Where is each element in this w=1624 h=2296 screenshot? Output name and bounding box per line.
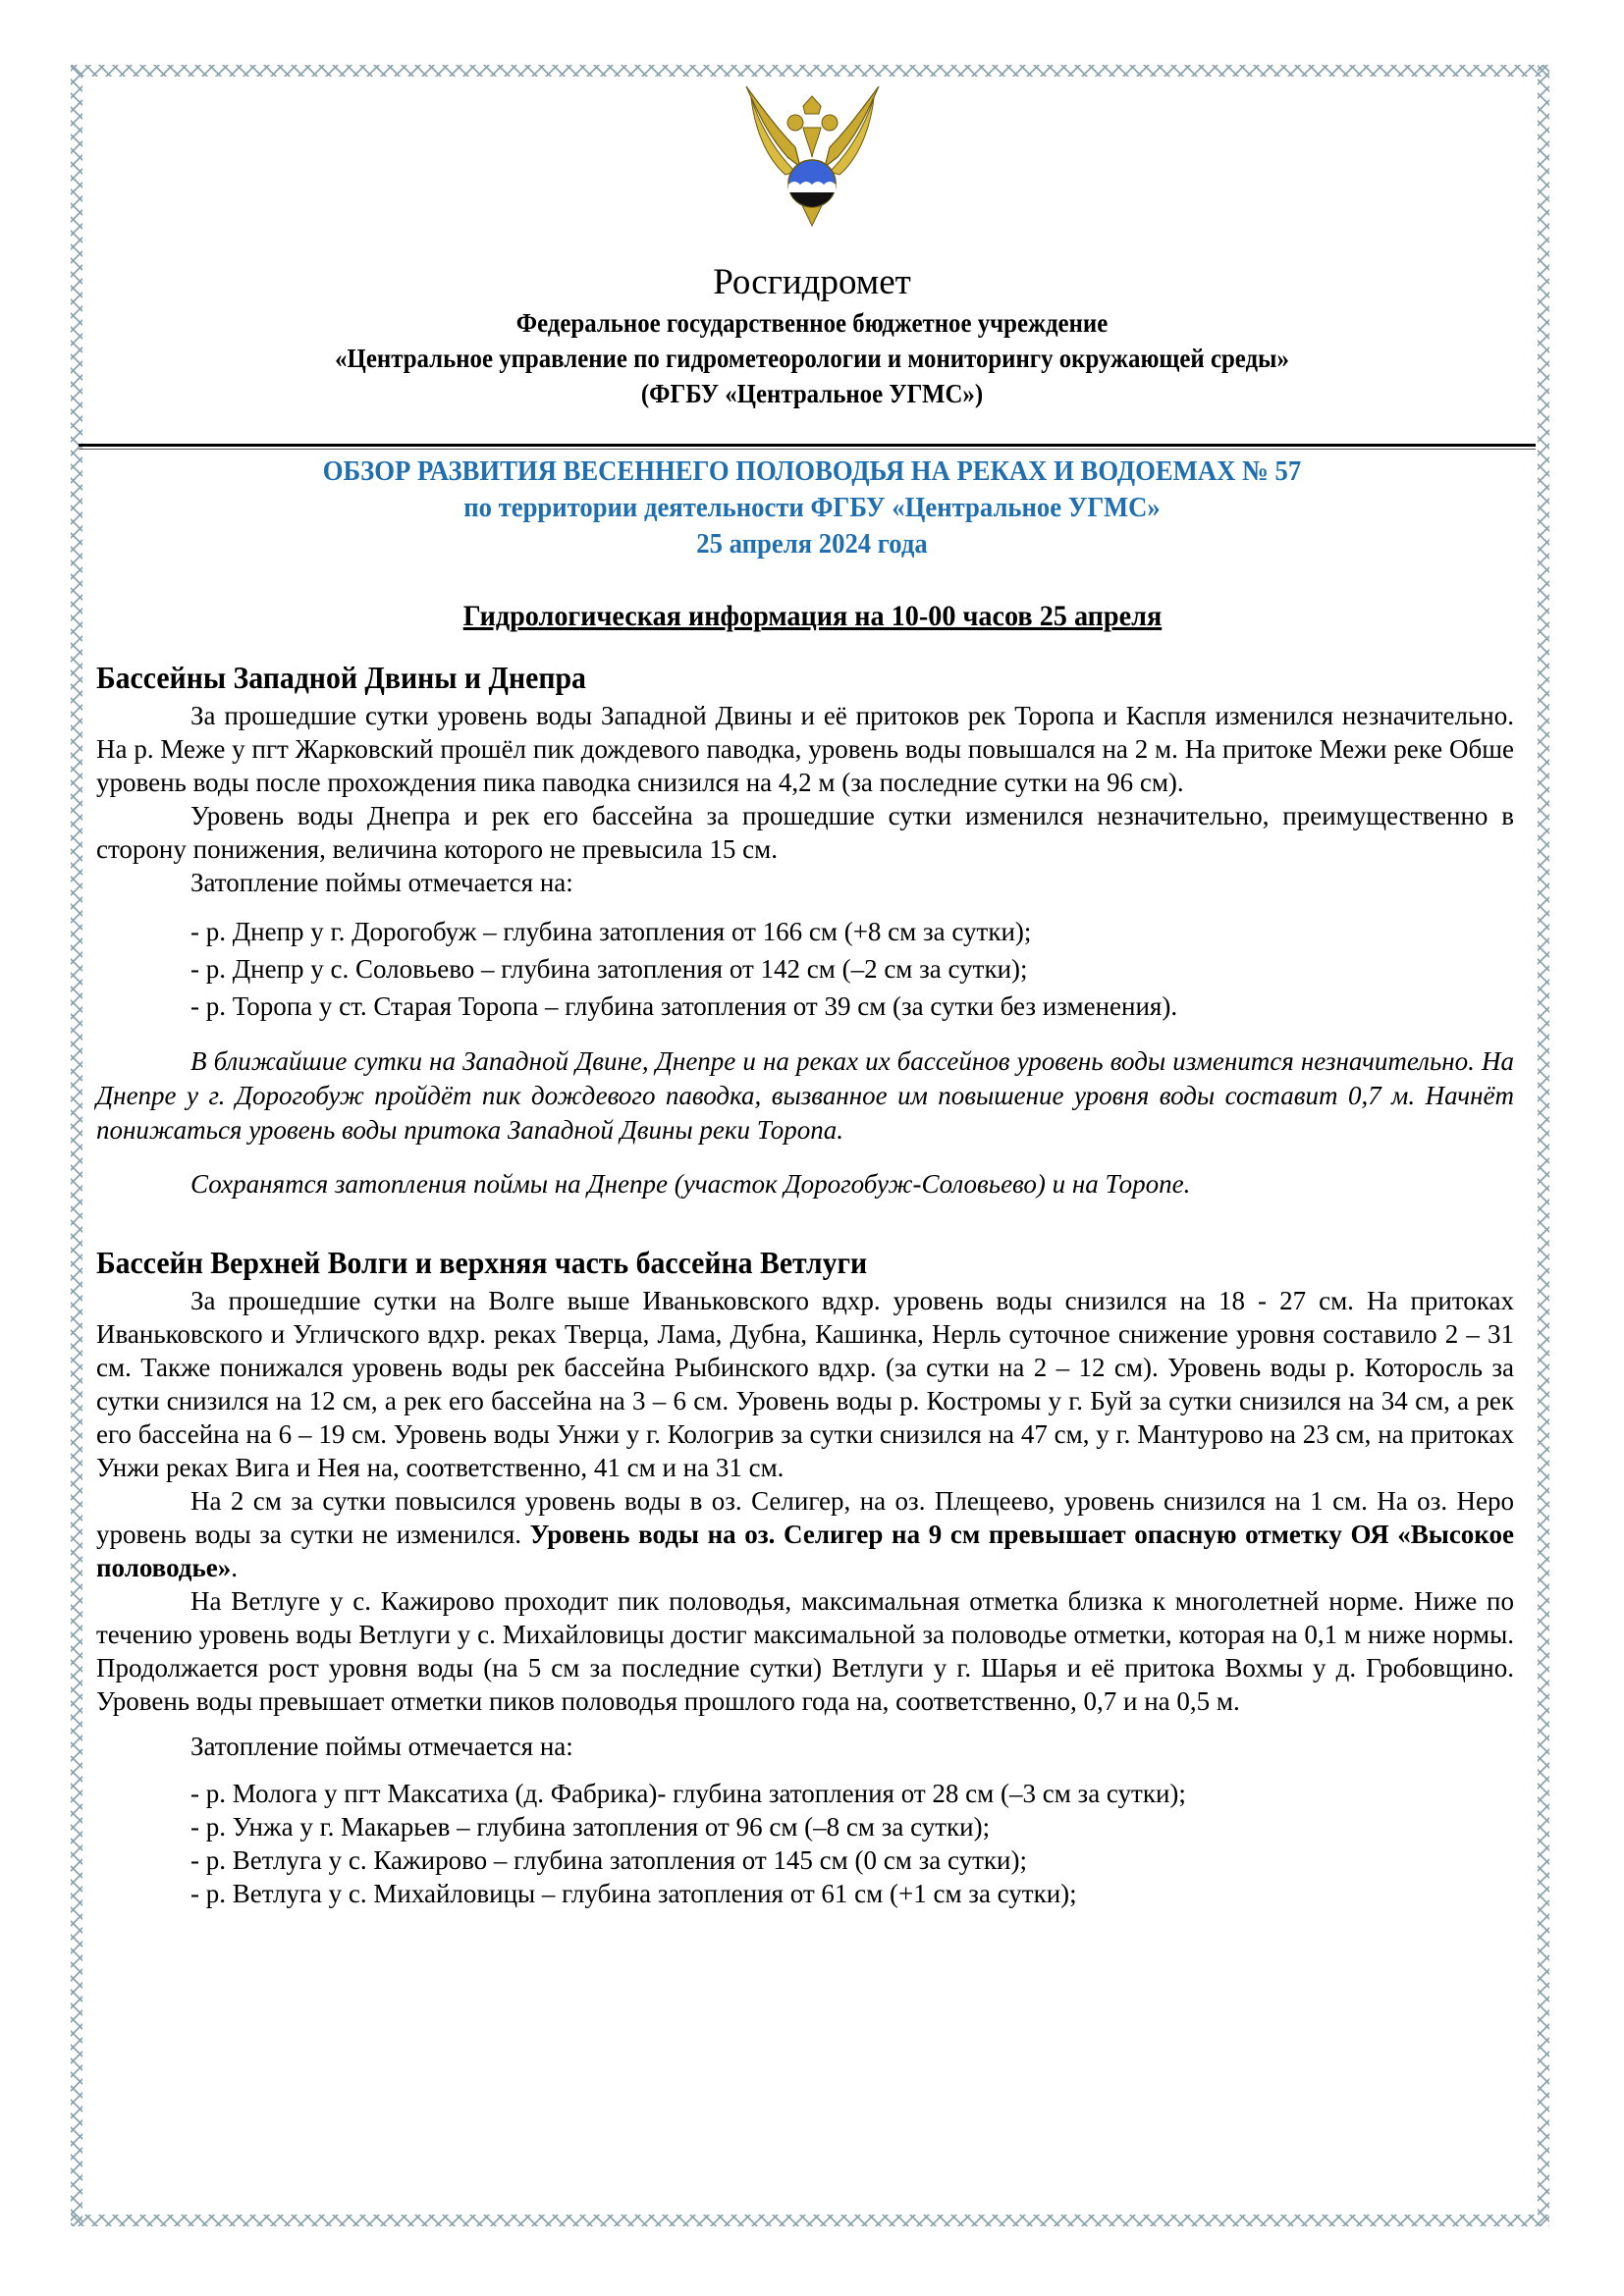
flood-list-item: - р. Ветлуга у с. Михайловицы – глубина затопления от 61 см (+1 см за сутки); — [190, 1879, 1077, 1908]
section-title-dvina-dnieper: Бассейны Западной Двины и Днепра — [96, 660, 586, 695]
flood-list-item: - р. Ветлуга у с. Кажирово – глубина затопления от 145 см (0 см за сутки); — [190, 1845, 1027, 1875]
report-title — [88, 454, 1536, 562]
header-divider — [79, 444, 1536, 450]
body-paragraph: На 2 см за сутки повысился уровень воды в оз. Селигер, на оз. Плещеево, уровень снизился на 1 см. На оз. Неро уровень воды за сутки не изменился. Уровень воды на оз. Селигер на 9 см превышает опасную отметку ОЯ «Высокое половодье». — [96, 1486, 1514, 1582]
organization-header — [88, 260, 1536, 411]
flood-list-item: - р. Днепр у г. Дорогобуж – глубина затопления от 166 см (+8 см за сутки); — [190, 917, 1032, 946]
forecast-paragraph: Сохранятся затопления поймы на Днепре (участок Дорогобуж-Соловьево) и на Торопе. — [190, 1169, 1191, 1199]
flood-list-item: - р. Молога у пгт Максатиха (д. Фабрика)- глубина затопления от 28 см (–3 см за сутки); — [190, 1779, 1186, 1808]
hazard-warning: Уровень воды на оз. Селигер на 9 см превышает опасную отметку ОЯ «Высокое половодье» — [96, 1520, 1514, 1582]
section-title-upper-volga: Бассейн Верхней Волги и верхняя часть бассейна Ветлуги — [96, 1245, 868, 1280]
body-paragraph: На Ветлуге у с. Кажирово проходит пик половодья, максимальная отметка близка к многолетней норме. Ниже по течению уровень воды Ветлуги у с. Михайловицы достиг максимальной за половодье отметки, которая на 0,1 м ниже нормы. Продолжается рост уровня воды (на 5 см за последние сутки) Ветлуги у г. Шарья и её притока Вохмы у д. Гробовщино. Уровень воды превышает отметки пиков половодья прошлого года на, соответственно, 0,7 и на 0,5 м. — [96, 1586, 1514, 1716]
hydrological-info-heading: Гидрологическая информация на 10-00 часов 25 апреля — [462, 600, 1162, 632]
body-paragraph: За прошедшие сутки на Волге выше Иваньковского вдхр. уровень воды снизился на 18 - 27 см. На притоках Иваньковского и Угличского вдхр. реках Тверца, Лама, Дубна, Кашинка, Нерль суточное снижение уровня составило 2 – 31 см. Также понижался уровень воды рек бассейна Рыбинского вдхр. (за сутки на 2 – 12 см). Уровень воды р. Которосль за сутки снизился на 12 см, а рек его бассейна на 3 – 6 см. Уровень воды р. Костромы у г. Буй за сутки снизился на 34 см, а рек его бассейна на 6 – 19 см. Уровень воды Унжи у г. Кологрив за сутки снизился на 47 см, у г. Мантурово на 23 см, на притоках Унжи реках Вига и Нея на, соответственно, 41 см и на 31 см. — [96, 1286, 1514, 1482]
roshydromet-eagle-emblem-icon — [727, 79, 898, 231]
flood-list-item: - р. Днепр у с. Соловьево – глубина затопления от 142 см (–2 см за сутки); — [190, 954, 1028, 984]
flood-list-lead: Затопление поймы отмечается на: — [190, 868, 573, 897]
page-border-right — [1538, 65, 1549, 2226]
report-title-line: ОБЗОР РАЗВИТИЯ ВЕСЕННЕГО ПОЛОВОДЬЯ НА РЕКАХ И ВОДОЕМАХ № 57 — [322, 455, 1302, 487]
org-type-line: Федеральное государственное бюджетное учреждение — [515, 308, 1109, 338]
body-paragraph: Уровень воды Днепра и рек его бассейна за прошедшие сутки изменился незначительно, преимущественно в сторону понижения, величина которого не превысила 15 см. — [96, 801, 1514, 864]
org-full-name: «Центральное управление по гидрометеорологии и мониторингу окружающей среды» — [335, 344, 1289, 373]
flood-list-item: - р. Торопа у ст. Старая Торопа – глубина затопления от 39 см (за сутки без изменения). — [190, 991, 1178, 1021]
page-border-top — [71, 65, 1549, 77]
report-date: 25 апреля 2024 года — [696, 528, 928, 560]
report-subtitle: по территории деятельности ФГБУ «Центральное УГМС» — [463, 492, 1161, 523]
report-body — [96, 658, 1514, 1910]
flood-list-lead: Затопление поймы отмечается на: — [190, 1732, 573, 1761]
org-short-name: Росгидромет — [713, 262, 911, 302]
flood-list-item: - р. Унжа у г. Макарьев – глубина затопления от 96 см (–8 см за сутки); — [190, 1812, 991, 1842]
page-border-bottom — [71, 2215, 1549, 2226]
page-border-left — [71, 65, 82, 2226]
forecast-paragraph: В ближайшие сутки на Западной Двине, Днепре и на реках их бассейнов уровень воды изменится незначительно. На Днепре у г. Дорогобуж пройдёт пик дождевого паводка, вызванное им повышение уровня воды составит 0,7 м. Начнёт понижаться уровень воды притока Западной Двины реки Торопа. — [96, 1046, 1514, 1145]
body-paragraph: За прошедшие сутки уровень воды Западной Двины и её притоков рек Торопа и Каспля изменился незначительно. На р. Меже у пгт Жарковский прошёл пик дождевого паводка, уровень воды повышался на 2 м. На притоке Межи реке Обше уровень воды после прохождения пика паводка снизился на 4,2 м (за последние сутки на 96 см). — [96, 701, 1514, 797]
org-abbreviation: (ФГБУ «Центральное УГМС») — [640, 379, 984, 408]
